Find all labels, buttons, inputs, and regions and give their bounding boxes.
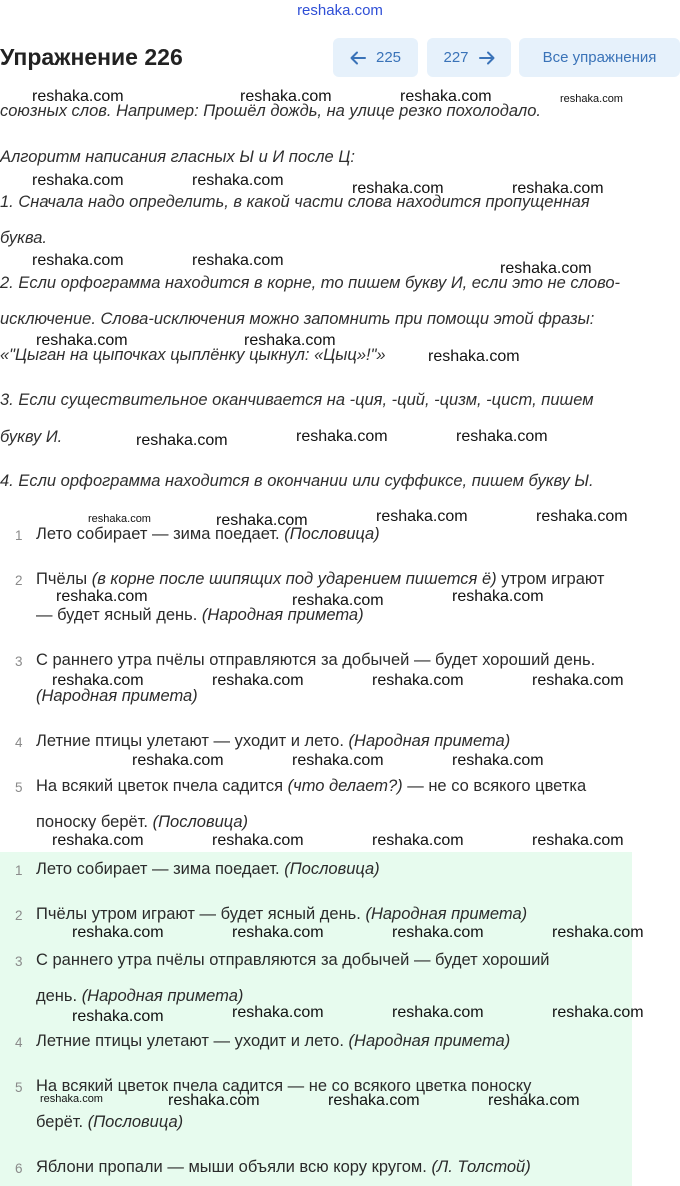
list-item: (Народная примета) xyxy=(36,687,198,705)
watermark: reshaka.com xyxy=(532,672,624,689)
answer-item-number: 3 xyxy=(15,954,23,969)
answer-item-number: 6 xyxy=(15,1161,23,1176)
watermark: reshaka.com xyxy=(32,252,124,269)
watermark: reshaka.com xyxy=(212,832,304,849)
watermark: reshaka.com xyxy=(512,180,604,197)
watermark: reshaka.com xyxy=(136,432,228,449)
watermark: reshaka.com xyxy=(232,924,324,941)
watermark: reshaka.com xyxy=(244,332,336,349)
watermark: reshaka.com xyxy=(216,512,308,529)
watermark: reshaka.com xyxy=(452,752,544,769)
answer-item: Лето собирает — зима поедает. (Пословица) xyxy=(36,860,380,878)
watermark: reshaka.com xyxy=(212,672,304,689)
answer-item: С раннего утра пчёлы отправляются за добычей — будет хороший xyxy=(36,951,550,969)
watermark: reshaka.com xyxy=(232,1004,324,1021)
next-exercise-label: 227 xyxy=(443,49,469,66)
rules-line: 3. Если существительное оканчивается на -ция, -ций, -цизм, -цист, пишем xyxy=(0,391,594,409)
watermark: reshaka.com xyxy=(56,588,148,605)
watermark: reshaka.com xyxy=(536,508,628,525)
rules-line: исключение. Слова-исключения можно запомнить при помощи этой фразы: xyxy=(0,310,595,328)
watermark: reshaka.com xyxy=(168,1092,260,1109)
watermark: reshaka.com xyxy=(352,180,444,197)
list-item-number: 2 xyxy=(15,573,23,588)
watermark: reshaka.com xyxy=(392,1004,484,1021)
list-item: поноску берёт. (Пословица) xyxy=(36,813,249,831)
watermark: reshaka.com xyxy=(32,88,124,105)
answer-item: берёт. (Пословица) xyxy=(36,1113,184,1131)
watermark: reshaka.com xyxy=(36,332,128,349)
list-item: С раннего утра пчёлы отправляются за добычей — будет хороший день. xyxy=(36,651,596,669)
watermark: reshaka.com xyxy=(532,832,624,849)
watermark: reshaka.com xyxy=(372,832,464,849)
all-exercises-label: Все упражнения xyxy=(542,49,657,66)
prev-exercise-button[interactable] xyxy=(333,38,418,77)
rules-line: буква. xyxy=(0,229,47,247)
watermark: reshaka.com xyxy=(452,588,544,605)
arrow-left-icon xyxy=(350,51,366,65)
list-item: — будет ясный день. (Народная примета) xyxy=(36,606,364,624)
watermark: reshaka.com xyxy=(500,260,592,277)
watermark: reshaka.com xyxy=(552,1004,644,1021)
watermark: reshaka.com xyxy=(296,428,388,445)
watermark: reshaka.com xyxy=(72,924,164,941)
watermark: reshaka.com xyxy=(560,93,623,105)
watermark: reshaka.com xyxy=(192,172,284,189)
watermark: reshaka.com xyxy=(372,672,464,689)
answer-item: Летние птицы улетают — уходит и лето. (Народная примета) xyxy=(36,1032,511,1050)
answer-item-number: 1 xyxy=(15,863,23,878)
watermark: reshaka.com xyxy=(552,924,644,941)
watermark: reshaka.com xyxy=(52,672,144,689)
rules-line: 1. Сначала надо определить, в какой части слова находится пропущенная xyxy=(0,193,590,211)
arrow-right-icon xyxy=(479,51,495,65)
all-exercises-button[interactable] xyxy=(519,38,680,77)
watermark: reshaka.com xyxy=(40,1093,103,1105)
site-link[interactable]: reshaka.com xyxy=(297,2,383,19)
watermark: reshaka.com xyxy=(428,348,520,365)
list-item-number: 1 xyxy=(15,528,23,543)
watermark: reshaka.com xyxy=(292,592,384,609)
watermark: reshaka.com xyxy=(400,88,492,105)
answer-item: На всякий цветок пчела садится — не со всякого цветка поноску xyxy=(36,1077,532,1095)
watermark: reshaka.com xyxy=(456,428,548,445)
watermark: reshaka.com xyxy=(328,1092,420,1109)
answer-item: Яблони пропали — мыши объяли всю кору кругом. (Л. Толстой) xyxy=(36,1158,531,1176)
watermark: reshaka.com xyxy=(72,1008,164,1025)
list-item-number: 4 xyxy=(15,735,23,750)
watermark: reshaka.com xyxy=(376,508,468,525)
watermark: reshaka.com xyxy=(240,88,332,105)
list-item-number: 5 xyxy=(15,780,23,795)
answer-item: Пчёлы утром играют — будет ясный день. (Народная примета) xyxy=(36,905,528,923)
rules-line: букву И. xyxy=(0,428,63,446)
list-item: Пчёлы (в корне после шипящих под ударением пишется ё) утром играют xyxy=(36,570,605,588)
list-item: Лето собирает — зима поедает. (Пословица) xyxy=(36,525,380,543)
watermark: reshaka.com xyxy=(32,172,124,189)
watermark: reshaka.com xyxy=(132,752,224,769)
rules-line: союзных слов. Например: Прошёл дождь, на улице резко похолодало. xyxy=(0,102,541,120)
rules-line: Алгоритм написания гласных Ы и И после Ц: xyxy=(0,148,355,166)
list-item: На всякий цветок пчела садится (что делает?) — не со всякого цветка xyxy=(36,777,587,795)
next-exercise-button[interactable] xyxy=(427,38,511,77)
watermark: reshaka.com xyxy=(392,924,484,941)
rules-line: 4. Если орфограмма находится в окончании или суффиксе, пишем букву Ы. xyxy=(0,472,594,490)
answer-item: день. (Народная примета) xyxy=(36,987,244,1005)
page-title: Упражнение 226 xyxy=(0,44,183,70)
list-item-number: 3 xyxy=(15,654,23,669)
answer-item-number: 4 xyxy=(15,1035,23,1050)
answer-item-number: 2 xyxy=(15,908,23,923)
watermark: reshaka.com xyxy=(192,252,284,269)
answer-item-number: 5 xyxy=(15,1080,23,1095)
watermark: reshaka.com xyxy=(292,752,384,769)
list-item: Летние птицы улетают — уходит и лето. (Народная примета) xyxy=(36,732,511,750)
watermark: reshaka.com xyxy=(52,832,144,849)
watermark: reshaka.com xyxy=(488,1092,580,1109)
watermark: reshaka.com xyxy=(88,513,151,525)
prev-exercise-label: 225 xyxy=(375,49,402,66)
rules-line: «"Цыган на цыпочках цыплёнку цыкнул: «Цыц»!"» xyxy=(0,346,386,364)
rules-line: 2. Если орфограмма находится в корне, то пишем букву И, если это не слово- xyxy=(0,274,621,292)
